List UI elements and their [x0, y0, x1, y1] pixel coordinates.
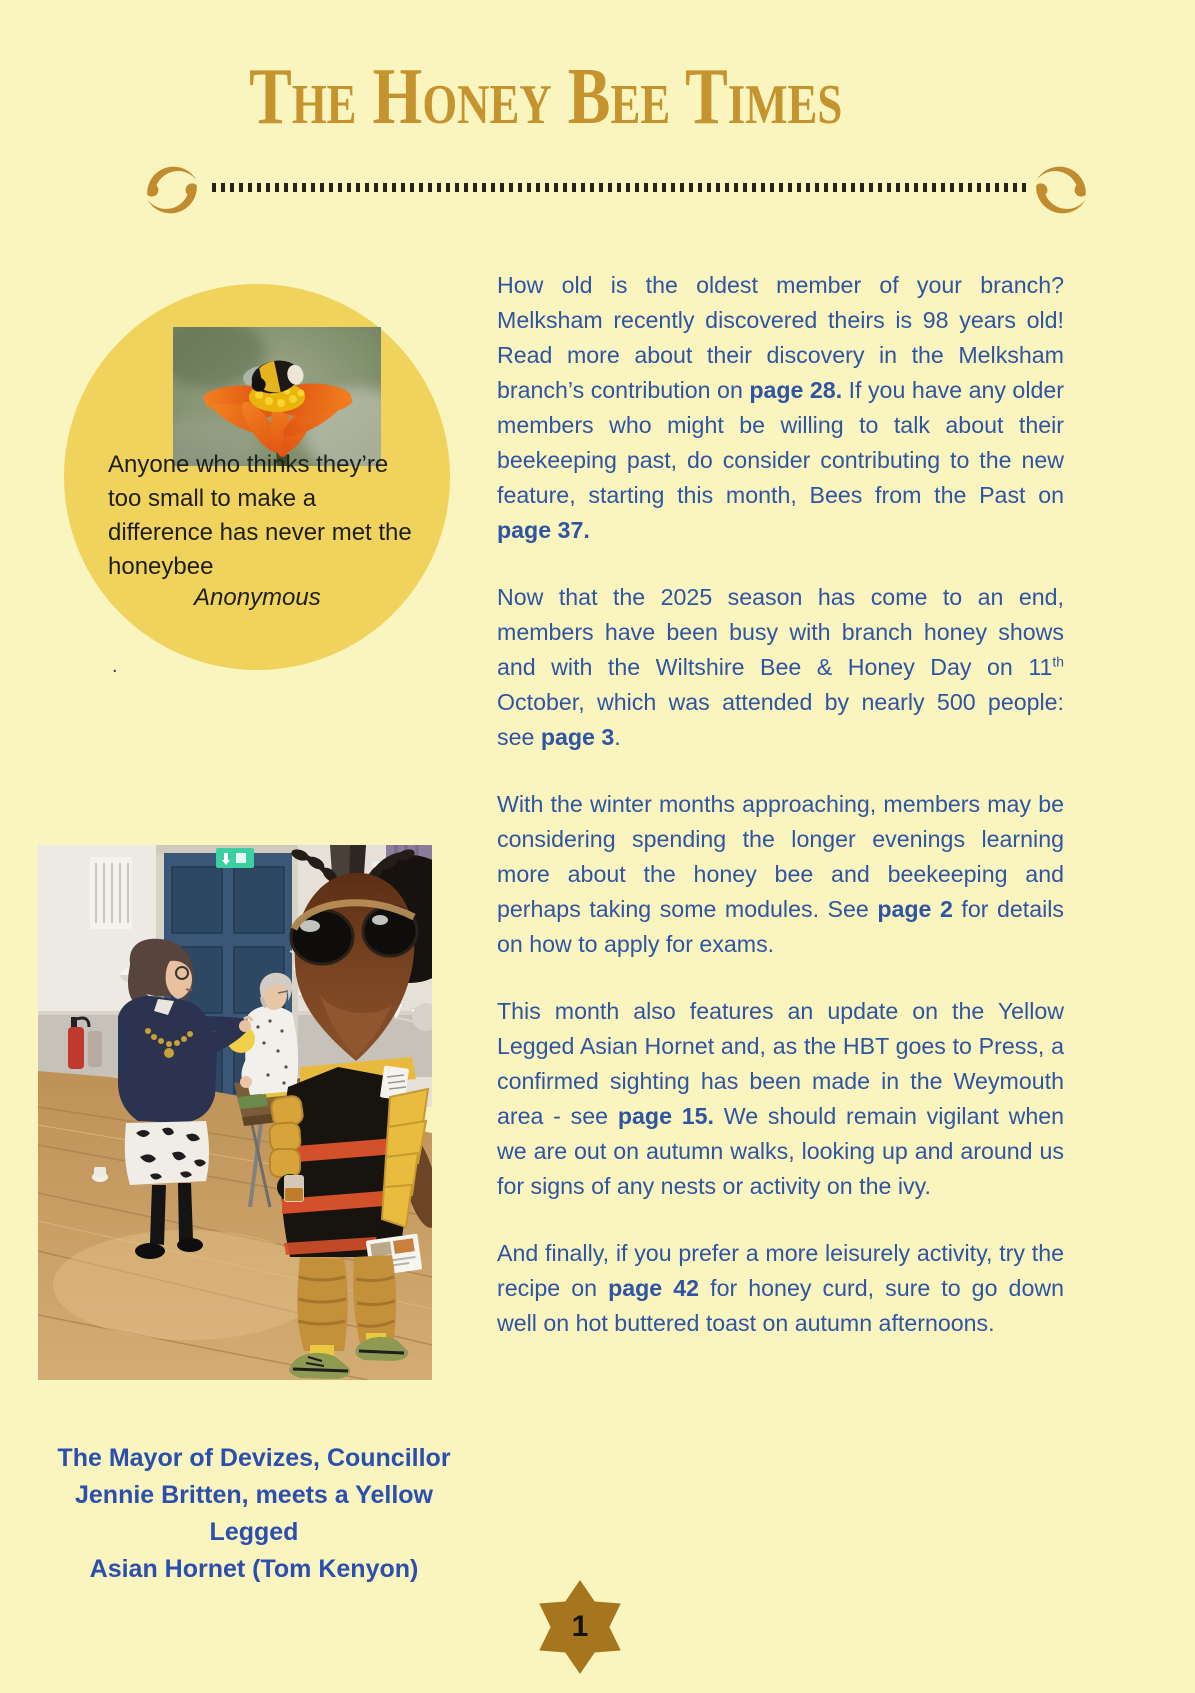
- caption-line: The Mayor of Devizes, Councillor: [57, 1444, 451, 1472]
- editorial-paragraph: This month also features an update on the Yellow Legged Asian Hornet and, as the HBT goes to Press, a confirmed sighting has been made in the Weymouth area - see page 15. We should remain vigilant when we are out on autumn walks, looking up and around us for signs of any nests or activity on the ivy.: [497, 998, 1065, 1199]
- page-title: The Honey Bee Times: [248, 53, 843, 141]
- editorial-paragraph: Now that the 2025 season has come to an end, members have been busy with branch honey shows and with the Wiltshire Bee & Honey Day on 11th October, which was attended by nearly 500 people: see page 3.: [497, 584, 1064, 750]
- page-number-badge: [531, 1578, 629, 1676]
- caption-line: Asian Hornet (Tom Kenyon): [89, 1555, 419, 1583]
- stray-period: .: [112, 655, 118, 677]
- caption-line: Jennie Britten, meets a Yellow Legged: [74, 1481, 433, 1546]
- page-number: 1: [571, 1610, 589, 1643]
- editorial-column: [497, 268, 1064, 1373]
- editorial-paragraph: How old is the oldest member of your branch? Melksham recently discovered theirs is 98 years old! Read more about their discovery in the Melksham branch’s contribution on page 28. If you have any older members who might be willing to talk about their beekeeping past, do consider contributing to the new feature, starting this month, Bees from the Past on page 37.: [497, 272, 1064, 543]
- photo-caption: [28, 1440, 480, 1588]
- bee-on-flower-photo: [173, 327, 381, 466]
- divider-swirl-icon: [141, 158, 203, 222]
- quote-circle: [64, 284, 450, 670]
- quote-text: Anyone who thinks they’re too small to make a difference has never met the honeybee: [108, 451, 412, 580]
- dotted-divider: [212, 183, 1028, 192]
- editorial-paragraph: With the winter months approaching, members may be considering spending the longer evenings learning more about the honey bee and beekeeping and perhaps taking some modules. See page 2 for details on how to apply for exams.: [497, 791, 1064, 957]
- divider-swirl-icon: [1030, 158, 1092, 222]
- quote-attribution: Anonymous: [194, 584, 321, 611]
- mayor-meets-hornet-photo: [38, 845, 432, 1380]
- editorial-paragraph: And finally, if you prefer a more leisurely activity, try the recipe on page 42 for honey curd, sure to go down well on hot buttered toast on autumn afternoons.: [497, 1240, 1064, 1336]
